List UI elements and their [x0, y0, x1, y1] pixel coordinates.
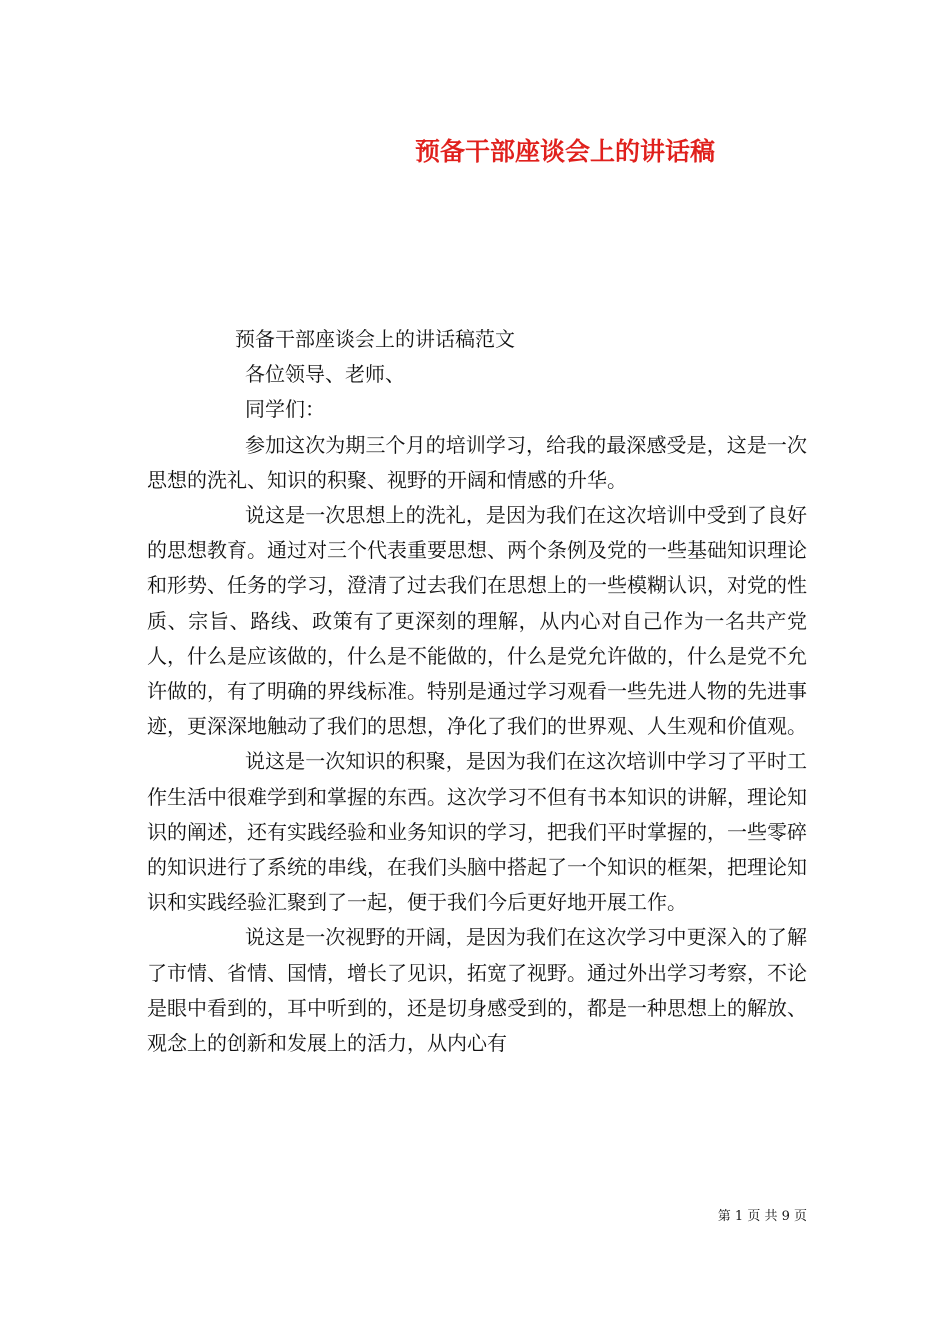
- paragraph: 说这是一次视野的开阔，是因为我们在这次学习中更深入的了解了市情、省情、国情，增长了见识，拓宽了视野。通过外出学习考察，不论是眼中看到的，耳中听到的，还是切身感受到的，都是一种思想上的解放、观念上的创新和发展上的活力，从内心有: [147, 925, 807, 1056]
- salutation-line-2: 同学们：: [245, 397, 325, 422]
- salutation-line-1: 各位领导、老师、: [245, 362, 405, 387]
- page-title: 预备干部座谈会上的讲话稿: [414, 137, 715, 166]
- paragraph: 说这是一次思想上的洗礼，是因为我们在这次培训中受到了良好的思想教育。通过对三个代表重要思想、两个条例及党的一些基础知识理论和形势、任务的学习，澄清了过去我们在思想上的一些模糊认识，对党的性质、宗旨、路线、政策有了更深刻的理解，从内心对自己作为一名共产党人，什么是应该做的，什么是不能做的，什么是党允许做的，什么是党不允许做的，有了明确的界线标准。特别是通过学习观看一些先进人物的先进事迹，更深深地触动了我们的思想，净化了我们的世界观、人生观和价值观。: [147, 503, 807, 739]
- document-body: [147, 322, 807, 1061]
- paragraph: 参加这次为期三个月的培训学习，给我的最深感受是，这是一次思想的洗礼、知识的积聚、视野的开阔和情感的升华。: [147, 432, 807, 492]
- paragraph: 说这是一次知识的积聚，是因为我们在这次培训中学习了平时工作生活中很难学到和掌握的东西。这次学习不但有书本知识的讲解，理论知识的阐述，还有实践经验和业务知识的学习，把我们平时掌握的，一些零碎的知识进行了系统的串线，在我们头脑中搭起了一个知识的框架，把理论知识和实践经验汇聚到了一起，便于我们今后更好地开展工作。: [147, 749, 807, 915]
- document-subtitle: 预备干部座谈会上的讲话稿范文: [235, 327, 515, 351]
- page-number-footer: 第 1 页 共 9 页: [717, 1209, 807, 1224]
